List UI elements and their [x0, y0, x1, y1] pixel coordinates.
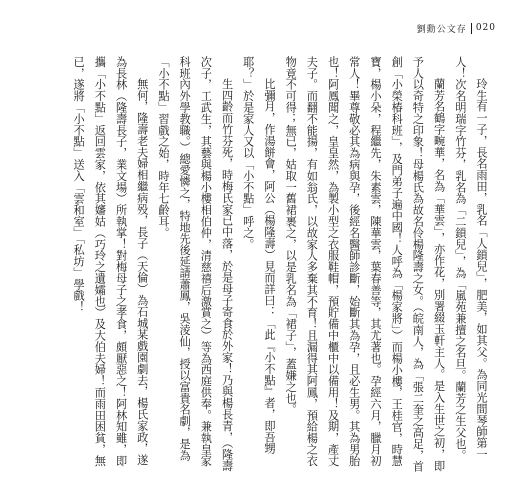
header-divider: [471, 23, 472, 34]
paragraph: 無何，隆壽老夫婦相繼病殁，長子（天倫）為石城某戲園劇去，楊氏家政，遂為長林（隆壽長子，業文場）所執掌！對梅母子之孝食，頗厭惡之！阿林知雖，即攜「小不點」返回雲家，依其嬸姑（巧玲之遺孀也）及大伯夫婦！而雨田困貧，無已，遂將「小不點」送入「雲和室」「私坊」學戲！: [72, 56, 149, 467]
paragraph: 蘭芳名鶴字畹華，名為「華雲」，亦作花，別署綴玉軒主人。是入生世之初，即予人以奇特之印象！母楊氏為故名伶楊隆壽之女。（皖南人，為「張二奎之高足，首創「小榮椿科班」，及門弟子遍中國！人呼為「楊家將」）而楊小樓，王桂官，時慧寶，楊小朵，程繼先，朱素雲，陳華雲，葉春善等，其尤著也。孕經六月，臘月初常人！畢尊敬必其為病與孕，後經名醫師診斷，始斷其為孕，且必生男。其為男胎也！阿鳳聞之，皇皇然，為製小型之衣服鞋帽，預貯備中櫃中以備用！及期，產丈夫子。而翻不能揚，有如翁氏，以故家人多棄其不育！且漏得其阿鳳，預給楊之衣物竟不可得；無已，姑取一舊裙裹之，以是乳名為「裙子」，蓋嫌之也。: [284, 56, 446, 473]
paragraph: 生四齡而竹芬死，時梅氏家已中落，於是母子寄食於外家！乃與楊長青，（隆壽次子，工武生，其藝與楊小樓相伯仲，清慈禧后激賞之）等為西庭供奉。兼執皇家科班內外學教職。）總愛憐之，特地先後延請蕭鳳，吳淩仙，授以富貴名劇，是為「小不點」習戲之始，時年七齡耳。: [156, 56, 234, 472]
page-number: 020: [475, 23, 496, 33]
paragraph: 玲生有一子，長名雨田，乳名「人鎖兒」，肥美，如其父。為同光間琴師第一人！次名明瑞字竹芬，乳名為「二鎖兒」，為「嵐苑兼擅之名旦。蘭芳之生父也。: [453, 56, 488, 461]
paragraph: 比彌月，作湯餅會，阿公（楊隆壽）見而詳曰：「此『小不點』者，即吾甥耶？」於是家人又以「小不點」呼之。: [241, 56, 276, 455]
running-header: [417, 20, 496, 36]
vertical-body-text: [32, 56, 492, 476]
book-title: 劉勳公文存: [416, 24, 467, 35]
